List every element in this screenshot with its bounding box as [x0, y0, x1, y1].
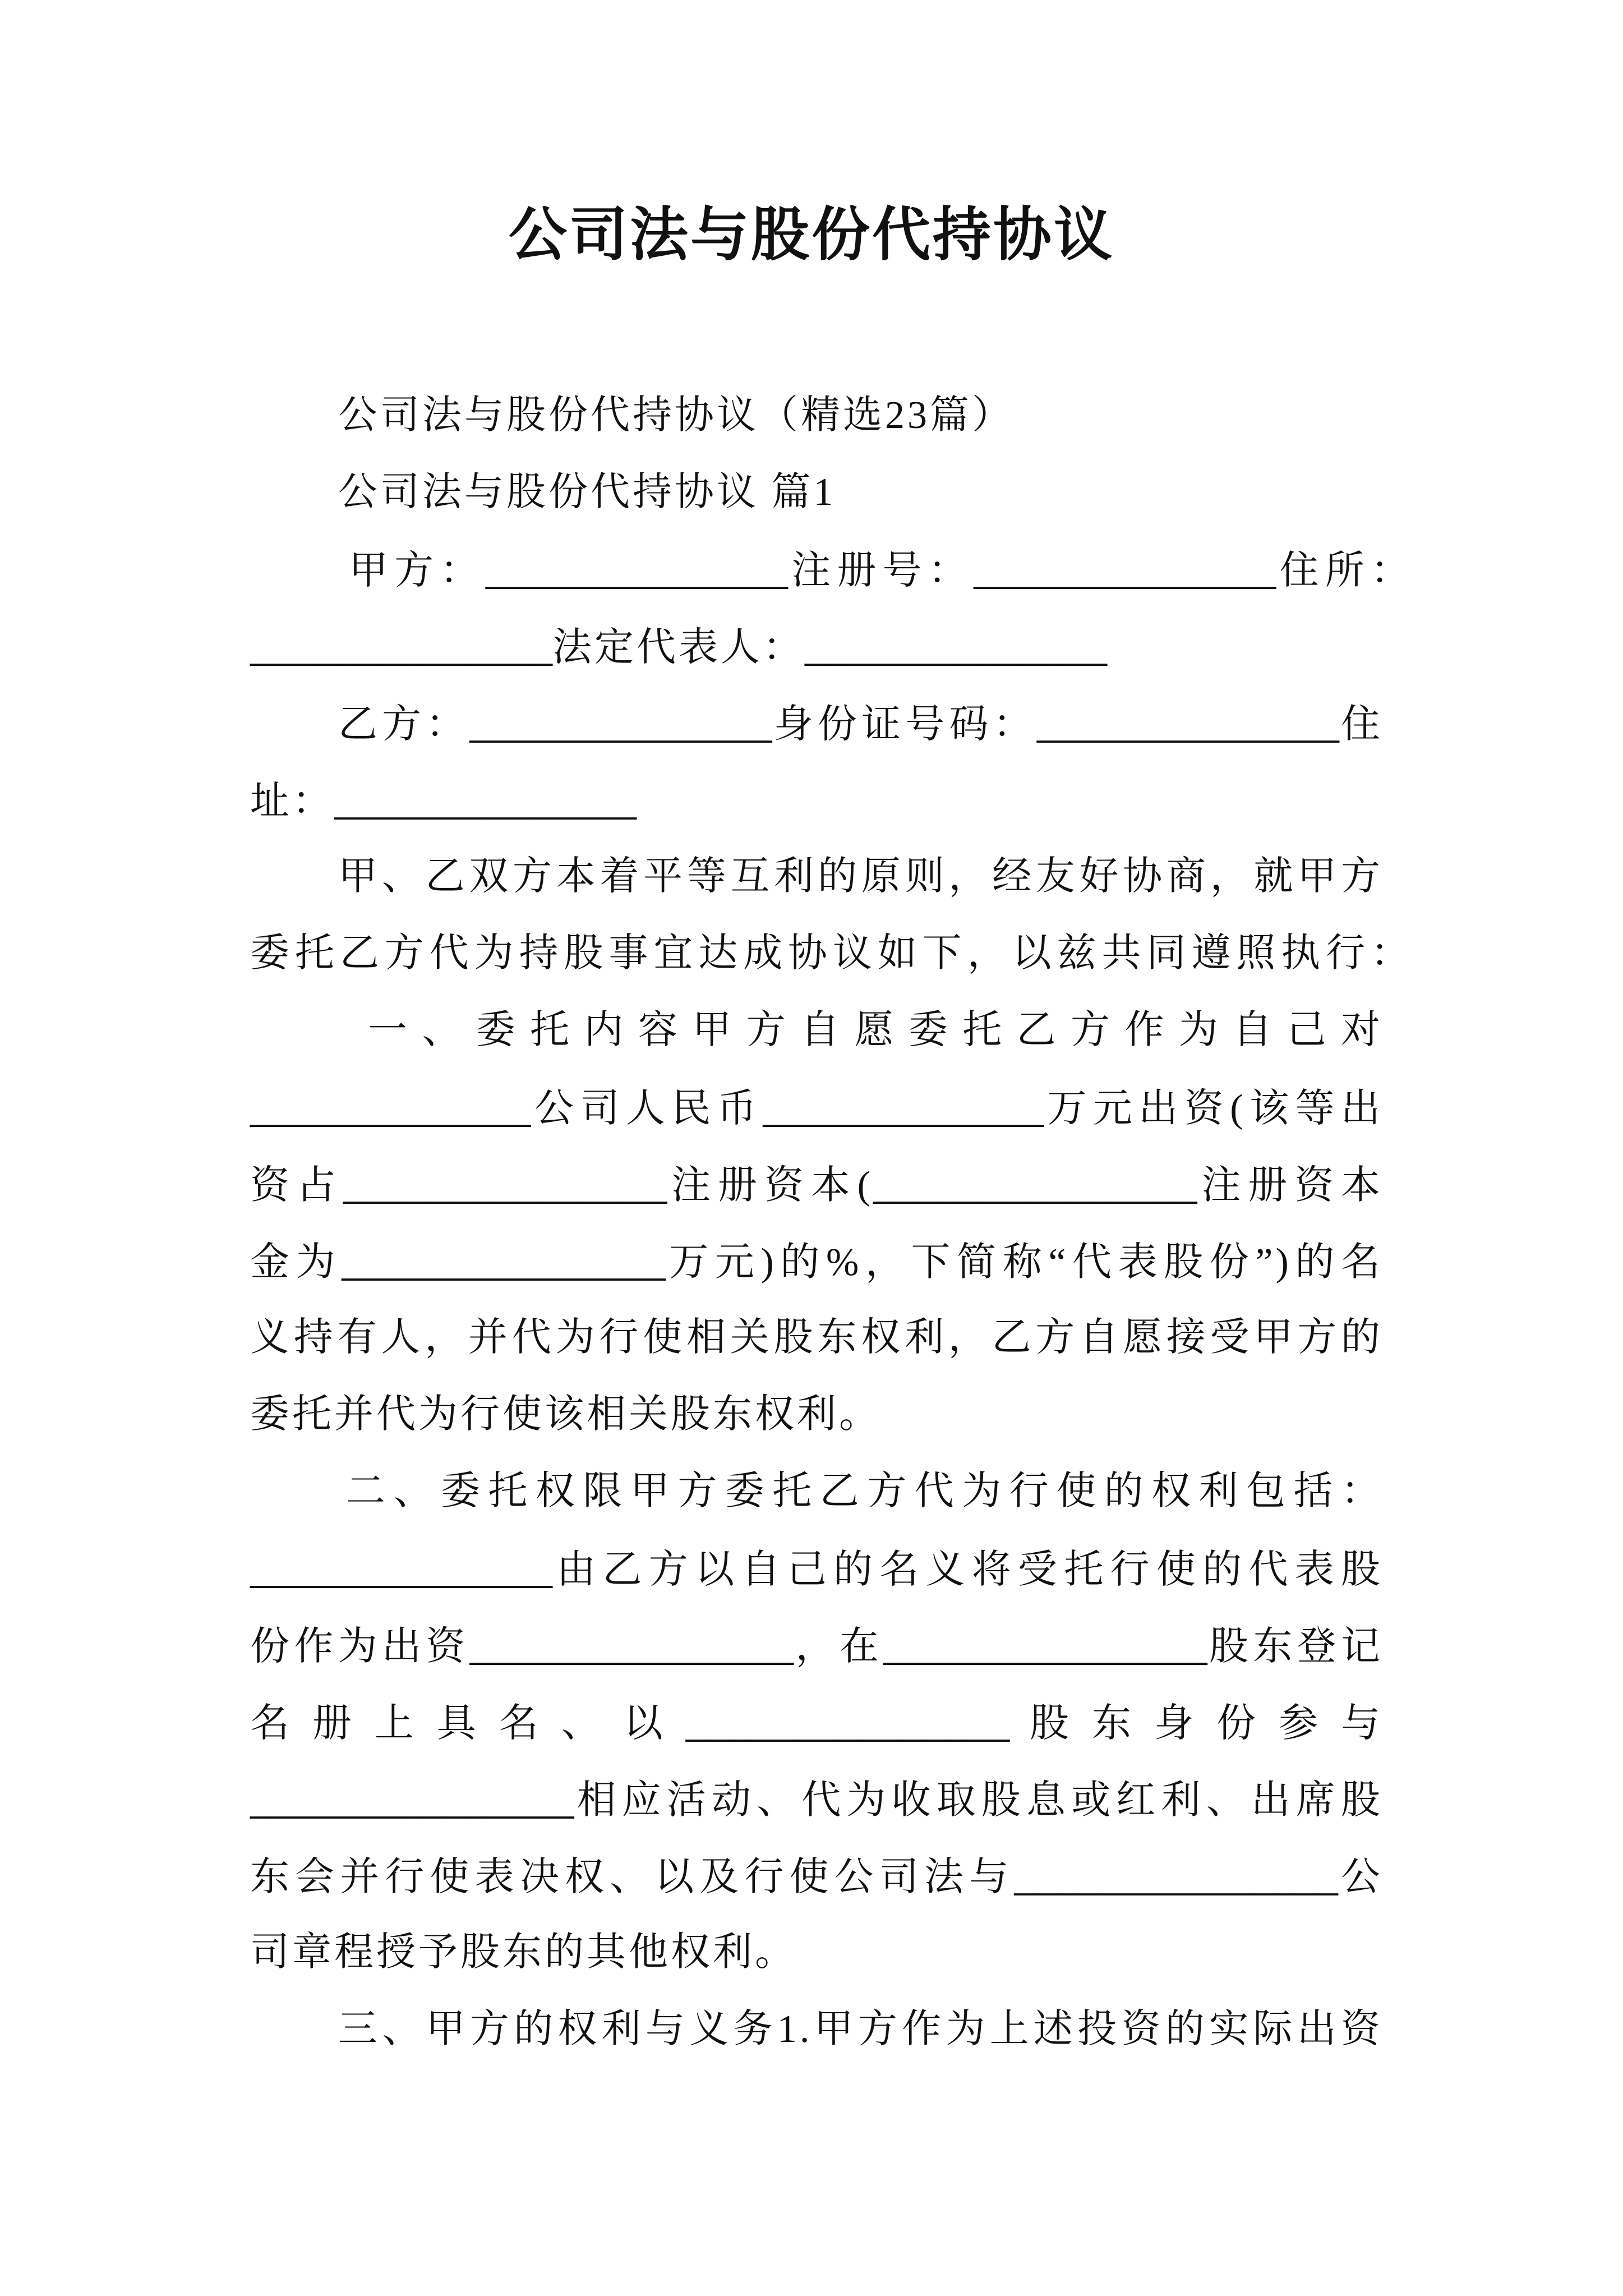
- preamble-paragraph: [250, 838, 1413, 992]
- party-b-block: [250, 684, 1383, 838]
- section-2-line: _______________相应活动、代为收取股息或红利、出席股: [250, 1774, 1383, 1823]
- blank-field: _______________: [883, 1621, 1207, 1669]
- party-a-block: [250, 531, 1413, 684]
- blank-field: _______________: [1014, 1851, 1338, 1899]
- blank-field: ______________: [250, 1544, 552, 1592]
- section-2-line: 份作为出资_______________，在_______________股东登记: [250, 1621, 1384, 1669]
- blank-field: _______________: [343, 1159, 667, 1208]
- blank-field: _______________: [250, 1774, 574, 1823]
- section-2-line: 名册上具名、以_______________股东身份参与: [250, 1697, 1384, 1746]
- blank-field: _______________: [469, 1621, 794, 1669]
- blank-field: _______________: [685, 1697, 1010, 1746]
- section-1-line: _____________公司人民币_____________万元出资(该等出: [250, 1083, 1384, 1131]
- preamble-line: 甲、乙双方本着平等互利的原则，经友好协商，就甲方: [338, 855, 1383, 898]
- article-heading: 公司法与股份代持协议 篇1: [338, 471, 836, 514]
- section-3-line: 三、甲方的权利与义务1.甲方作为上述投资的实际出资: [338, 2008, 1383, 2051]
- blank-field: _______________: [873, 1159, 1197, 1208]
- document-title: 公司法与股份代持协议: [508, 203, 1114, 268]
- section-1-paragraph: [250, 992, 1383, 1453]
- party-b-line: 乙方：______________身份证号码：______________住: [338, 698, 1384, 747]
- preamble-line: 委托乙方代为持股事宜达成协议如下，以兹共同遵照执行：: [250, 932, 1413, 975]
- section-3-paragraph: [250, 1991, 1383, 2068]
- blank-field: _____________: [250, 1083, 531, 1131]
- section-2-paragraph: [250, 1453, 1383, 1991]
- collection-heading: 公司法与股份代持协议（精选23篇）: [338, 394, 1014, 437]
- document-body: [250, 377, 1413, 2068]
- blank-field: ______________: [485, 545, 788, 593]
- blank-field: ______________: [250, 622, 552, 670]
- blank-field: _____________: [763, 1083, 1044, 1131]
- section-2-line: 司章程授予股东的其他权利。: [250, 1931, 797, 1974]
- blank-field: ______________: [805, 622, 1107, 670]
- section-1-line: 一、委托内容甲方自愿委托乙方作为自己对: [368, 1009, 1383, 1052]
- party-a-line: 甲方：______________注册号：______________住所：: [349, 545, 1413, 593]
- blank-field: ______________: [1036, 698, 1339, 747]
- section-2-line: 东会并行使表决权、以及行使公司法与_______________公: [250, 1851, 1384, 1899]
- blank-field: ______________: [469, 698, 772, 747]
- section-1-line: 委托并代为行使该相关股东权利。: [250, 1393, 881, 1436]
- blank-field: ______________: [974, 545, 1276, 593]
- section-1-line: 金为_______________万元)的%，下简称“代表股份”)的名: [250, 1236, 1383, 1285]
- party-a-line: ______________法定代表人：______________: [250, 622, 1107, 670]
- section-1-line: 义持有人，并代为行使相关股东权利，乙方自愿接受甲方的: [250, 1316, 1383, 1359]
- section-1-line: 资占_______________注册资本(_______________注册资本: [250, 1159, 1384, 1208]
- section-2-line: 二、委托权限甲方委托乙方代为行使的权利包括：: [346, 1470, 1383, 1513]
- blank-field: _______________: [342, 1236, 666, 1285]
- blank-field: ______________: [334, 775, 637, 823]
- section-2-line: ______________由乙方以自己的名义将受托行使的代表股: [250, 1544, 1383, 1592]
- party-b-line: 址：______________: [250, 775, 637, 823]
